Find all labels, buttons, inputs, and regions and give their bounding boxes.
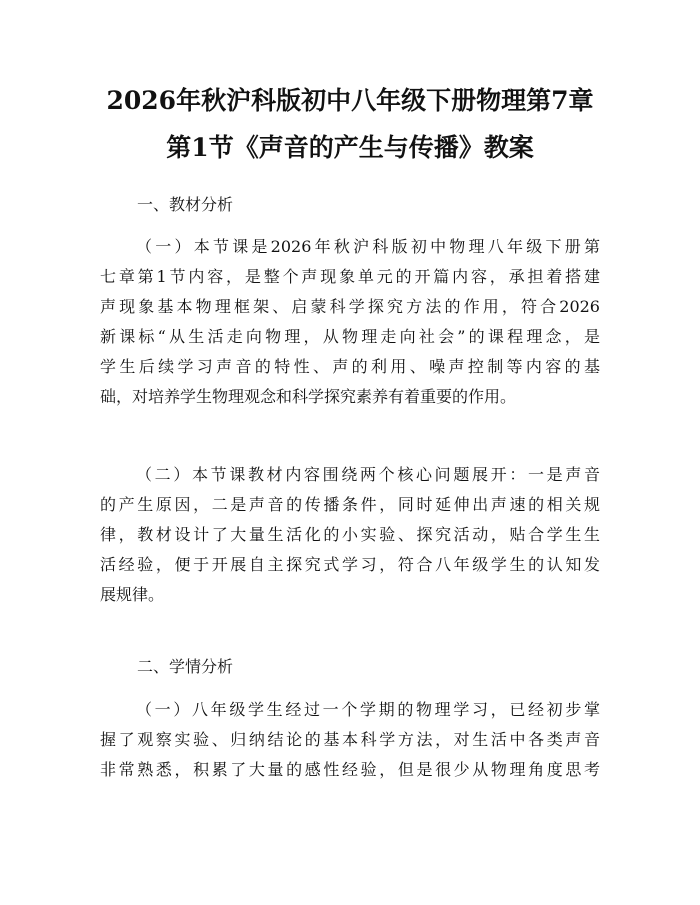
paragraph-section1-part2	[100, 460, 600, 610]
document-title-line-2: 第1节《声音的产生与传播》教案	[166, 133, 534, 162]
paragraph-line: 学生后续学习声音的特性、声的利用、噪声控制等内容的基	[100, 357, 600, 376]
paragraph-line: 律，教材设计了大量生活化的小实验、探究活动，贴合学生生	[100, 525, 600, 544]
paragraph-section1-part1	[100, 232, 600, 412]
paragraph-section2-part1	[100, 695, 600, 785]
paragraph-line: 础，对培养学生物理观念和科学探究素养有着重要的作用。	[100, 387, 517, 406]
paragraph-line: 非常熟悉，积累了大量的感性经验，但是很少从物理角度思考	[100, 760, 600, 779]
section-heading-teaching-material-analysis: 一、教材分析	[137, 195, 234, 214]
paragraph-line: 的产生原因，二是声音的传播条件，同时延伸出声速的相关规	[100, 495, 600, 514]
paragraph-line: 握了观察实验、归纳结论的基本科学方法，对生活中各类声音	[100, 730, 600, 749]
document-title-line-1: 2026年秋沪科版初中八年级下册物理第7章	[106, 86, 594, 115]
paragraph-line: （一）八年级学生经过一个学期的物理学习，已经初步掌	[136, 700, 600, 719]
paragraph-line: （一）本节课是2026年秋沪科版初中物理八年级下册第	[136, 237, 600, 256]
paragraph-line: 七章第1节内容，是整个声现象单元的开篇内容，承担着搭建	[100, 267, 600, 286]
paragraph-line: 新课标“从生活走向物理，从物理走向社会”的课程理念，是	[100, 327, 600, 346]
paragraph-line: 声现象基本物理框架、启蒙科学探究方法的作用，符合2026	[100, 297, 600, 316]
paragraph-line: 展规律。	[100, 585, 165, 604]
paragraph-line: 活经验，便于开展自主探究式学习，符合八年级学生的认知发	[100, 555, 600, 574]
section-heading-learner-analysis: 二、学情分析	[137, 657, 234, 676]
paragraph-line: （二）本节课教材内容围绕两个核心问题展开：一是声音	[136, 465, 600, 484]
